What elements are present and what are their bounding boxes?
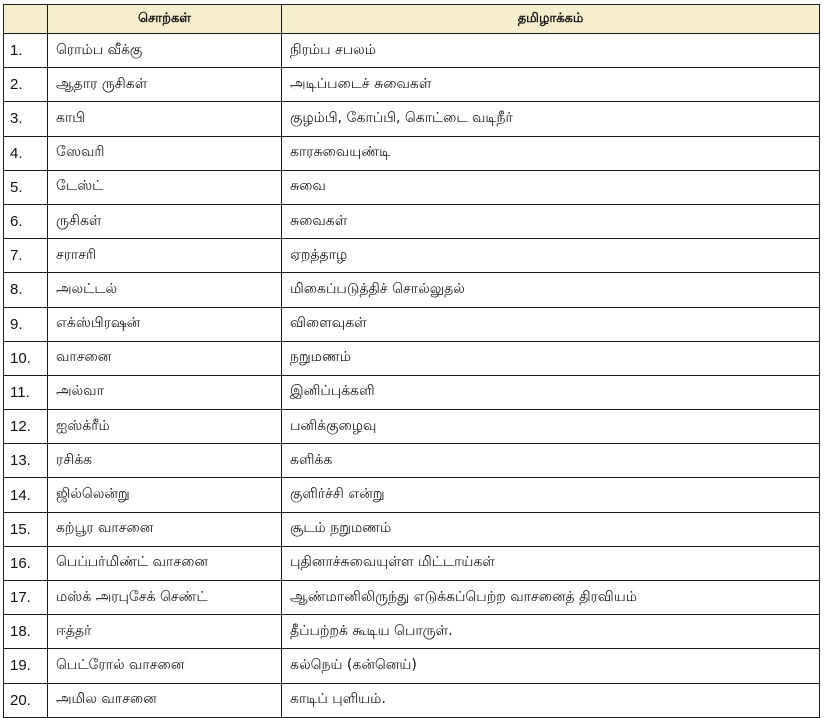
- table-row: [4, 375, 820, 409]
- table-row: [4, 615, 820, 649]
- tamil-translation: புதினாச்சுவையுள்ள மிட்டாய்கள்: [282, 546, 820, 580]
- tamil-translation: சூடம் நறுமணம்: [282, 512, 820, 546]
- source-word: ரொம்ப வீக்கு: [48, 34, 282, 68]
- header-words: சொற்கள்: [48, 5, 282, 34]
- source-word: மஸ்க் அரபுசேக் செண்ட்: [48, 581, 282, 615]
- source-word: அல்வா: [48, 375, 282, 409]
- glossary-table: [3, 4, 820, 718]
- header-number: [4, 5, 48, 34]
- source-word: காபி: [48, 102, 282, 136]
- source-word: அலட்டல்: [48, 273, 282, 307]
- row-number: 18.: [4, 615, 48, 649]
- table-row: [4, 581, 820, 615]
- row-number: 1.: [4, 34, 48, 68]
- source-word: வாசனை: [48, 341, 282, 375]
- table-row: [4, 204, 820, 238]
- row-number: 2.: [4, 68, 48, 102]
- row-number: 16.: [4, 546, 48, 580]
- table-row: [4, 649, 820, 683]
- table-row: [4, 410, 820, 444]
- row-number: 12.: [4, 410, 48, 444]
- table-row: [4, 546, 820, 580]
- row-number: 17.: [4, 581, 48, 615]
- row-number: 19.: [4, 649, 48, 683]
- row-number: 10.: [4, 341, 48, 375]
- row-number: 4.: [4, 136, 48, 170]
- tamil-translation: மிகைப்படுத்திச் சொல்லுதல்: [282, 273, 820, 307]
- table-row: [4, 307, 820, 341]
- source-word: பெட்ரோல் வாசனை: [48, 649, 282, 683]
- tamil-translation: ஏறத்தாழ: [282, 239, 820, 273]
- table-row: [4, 478, 820, 512]
- source-word: ஐஸ்க்ரீம்: [48, 410, 282, 444]
- row-number: 8.: [4, 273, 48, 307]
- tamil-translation: ஆண்மானிலிருந்து எடுக்கப்பெற்ற வாசனைத் திரவியம்: [282, 581, 820, 615]
- source-word: ருசிகள்: [48, 204, 282, 238]
- source-word: ரசிக்க: [48, 444, 282, 478]
- row-number: 14.: [4, 478, 48, 512]
- tamil-translation: அடிப்படைச் சுவைகள்: [282, 68, 820, 102]
- row-number: 15.: [4, 512, 48, 546]
- tamil-translation: இனிப்புக்களி: [282, 375, 820, 409]
- tamil-translation: குழம்பி, கோப்பி, கொட்டை வடிநீர்: [282, 102, 820, 136]
- table-row: [4, 512, 820, 546]
- table-row: [4, 444, 820, 478]
- source-word: எக்ஸ்பிரஷன்: [48, 307, 282, 341]
- glossary-table-container: [3, 4, 820, 718]
- tamil-translation: காரசுவையுண்டி: [282, 136, 820, 170]
- row-number: 3.: [4, 102, 48, 136]
- source-word: சராசரி: [48, 239, 282, 273]
- tamil-translation: சுவைகள்: [282, 204, 820, 238]
- table-row: [4, 683, 820, 717]
- table-row: [4, 102, 820, 136]
- table-row: [4, 273, 820, 307]
- tamil-translation: களிக்க: [282, 444, 820, 478]
- source-word: டேஸ்ட்: [48, 170, 282, 204]
- tamil-translation: விளைவுகள்: [282, 307, 820, 341]
- table-header-row: [4, 5, 820, 34]
- table-row: [4, 34, 820, 68]
- tamil-translation: பனிக்குழைவு: [282, 410, 820, 444]
- header-translation: தமிழாக்கம்: [282, 5, 820, 34]
- source-word: கற்பூர வாசனை: [48, 512, 282, 546]
- row-number: 9.: [4, 307, 48, 341]
- tamil-translation: சுவை: [282, 170, 820, 204]
- table-row: [4, 68, 820, 102]
- source-word: ஸேவரி: [48, 136, 282, 170]
- row-number: 11.: [4, 375, 48, 409]
- tamil-translation: நறுமணம்: [282, 341, 820, 375]
- row-number: 5.: [4, 170, 48, 204]
- tamil-translation: தீப்பற்றக் கூடிய பொருள்.: [282, 615, 820, 649]
- table-row: [4, 136, 820, 170]
- tamil-translation: குளிர்ச்சி என்று: [282, 478, 820, 512]
- source-word: ஈத்தர்: [48, 615, 282, 649]
- source-word: ஆதார ருசிகள்: [48, 68, 282, 102]
- source-word: பெப்பர்மிண்ட் வாசனை: [48, 546, 282, 580]
- row-number: 7.: [4, 239, 48, 273]
- source-word: அமில வாசனை: [48, 683, 282, 717]
- table-row: [4, 341, 820, 375]
- tamil-translation: நிரம்ப சபலம்: [282, 34, 820, 68]
- row-number: 6.: [4, 204, 48, 238]
- source-word: ஜில்லென்று: [48, 478, 282, 512]
- table-row: [4, 170, 820, 204]
- table-row: [4, 239, 820, 273]
- tamil-translation: கல்நெய் (கன்னெய்): [282, 649, 820, 683]
- tamil-translation: காடிப் புளியம்.: [282, 683, 820, 717]
- row-number: 13.: [4, 444, 48, 478]
- row-number: 20.: [4, 683, 48, 717]
